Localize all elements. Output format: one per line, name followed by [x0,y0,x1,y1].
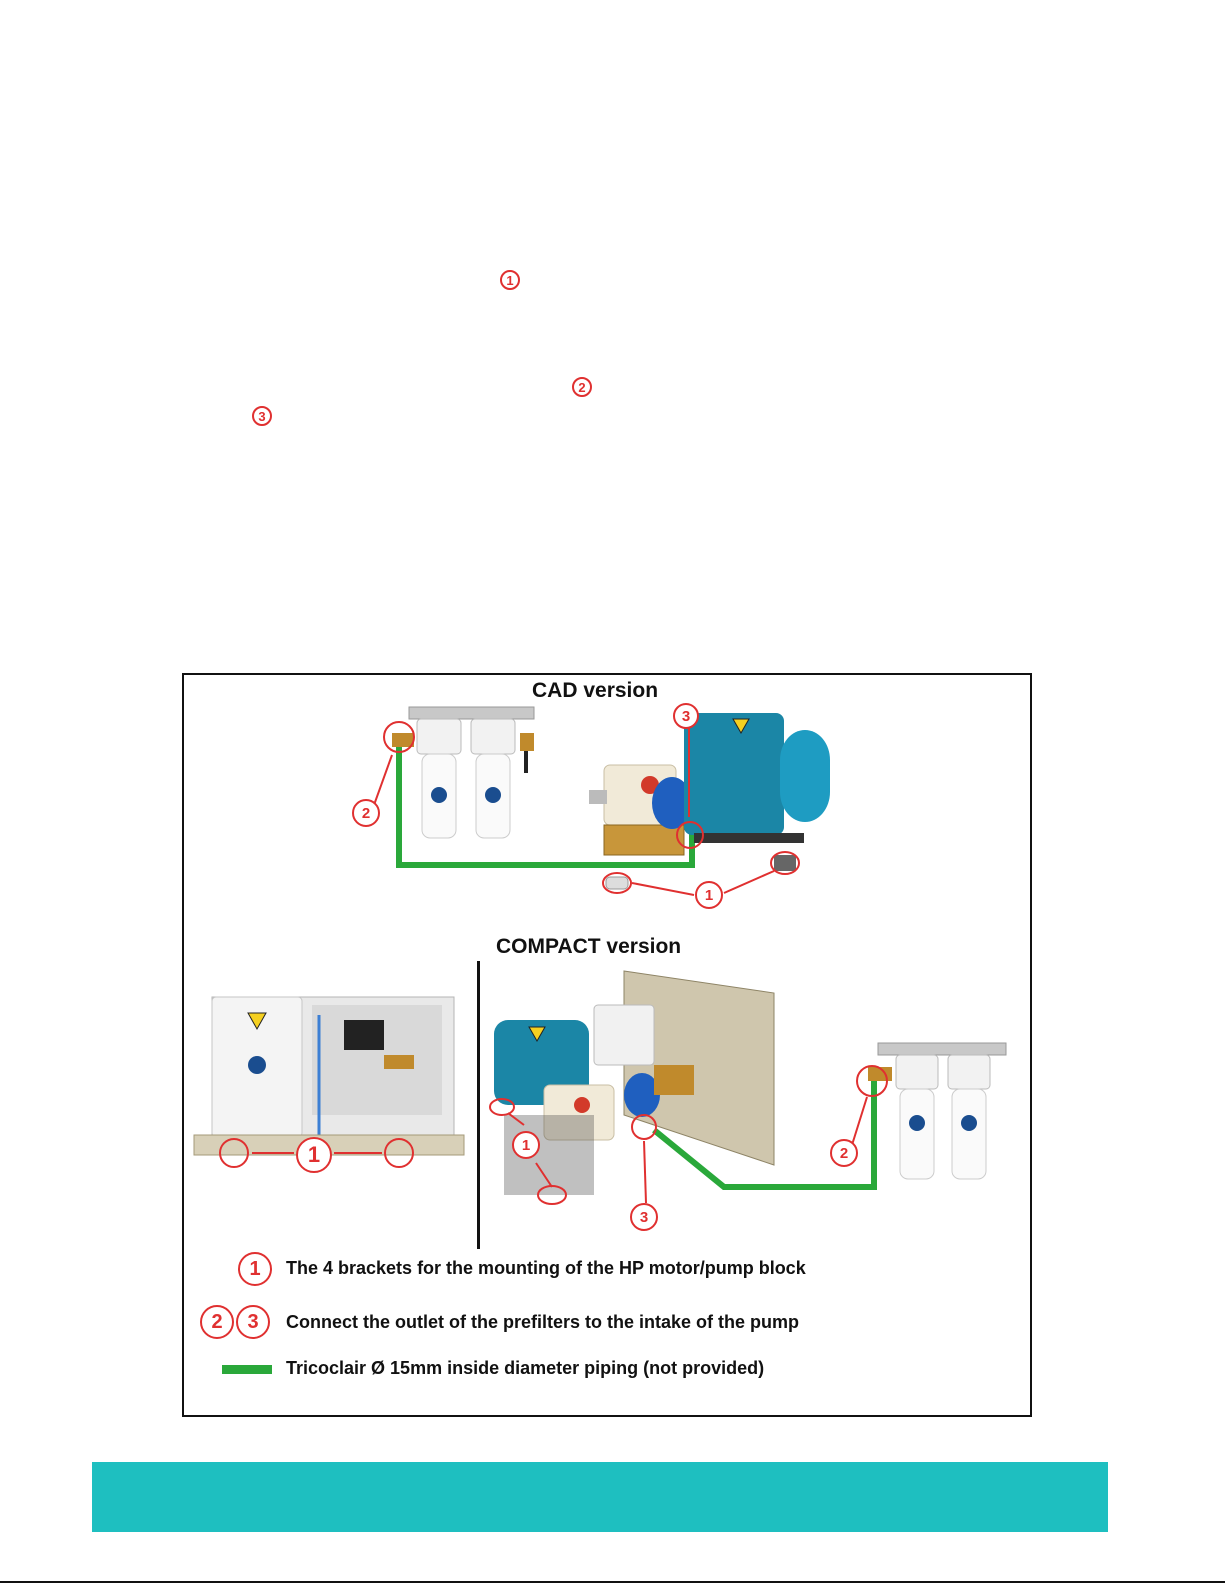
legend-brackets-text: The 4 brackets for the mounting of the HP motor/pump block [286,1258,806,1278]
cad-motor [684,713,830,843]
marker-3: 3 [252,406,272,426]
compact-callout-1-right: 1 [512,1131,540,1159]
cad-callout-2: 2 [352,799,380,827]
installation-illustration [184,675,1030,1415]
cad-filter-plate [409,707,534,719]
cad-prefilter-1 [417,719,461,838]
compact-front-view [194,997,464,1167]
cad-title: CAD version [532,679,659,702]
cad-outlet-fitting [520,733,534,751]
compact-callout-2: 2 [830,1139,858,1167]
legend-marker-3: 3 [236,1305,270,1339]
compact-title: COMPACT version [496,935,682,958]
legend-marker-2: 2 [200,1305,234,1339]
compact-callout-1-left: 1 [296,1137,332,1173]
cad-callout-1: 1 [695,881,723,909]
legend-piping-text: Tricoclair Ø 15mm inside diameter piping (not provided) [286,1358,765,1378]
cad-callout-3: 3 [673,703,699,729]
compact-callout-3: 3 [630,1203,658,1231]
legend-marker-1: 1 [238,1252,272,1286]
page-bottom-rule [0,1581,1225,1583]
marker-1: 1 [500,270,520,290]
cad-bracket-left [606,877,628,889]
compact-side-view [490,971,874,1204]
cad-prefilter-2 [471,719,515,838]
legend-green-pipe-swatch [222,1365,272,1374]
installation-figure [182,673,1032,1417]
marker-2: 2 [572,377,592,397]
compact-front-logo-badge [248,1056,266,1074]
cad-bracket-right [774,855,796,871]
footer-band [92,1462,1108,1532]
view-divider [477,961,480,1249]
legend-connect-text: Connect the outlet of the prefilters to the intake of the pump [286,1312,800,1332]
